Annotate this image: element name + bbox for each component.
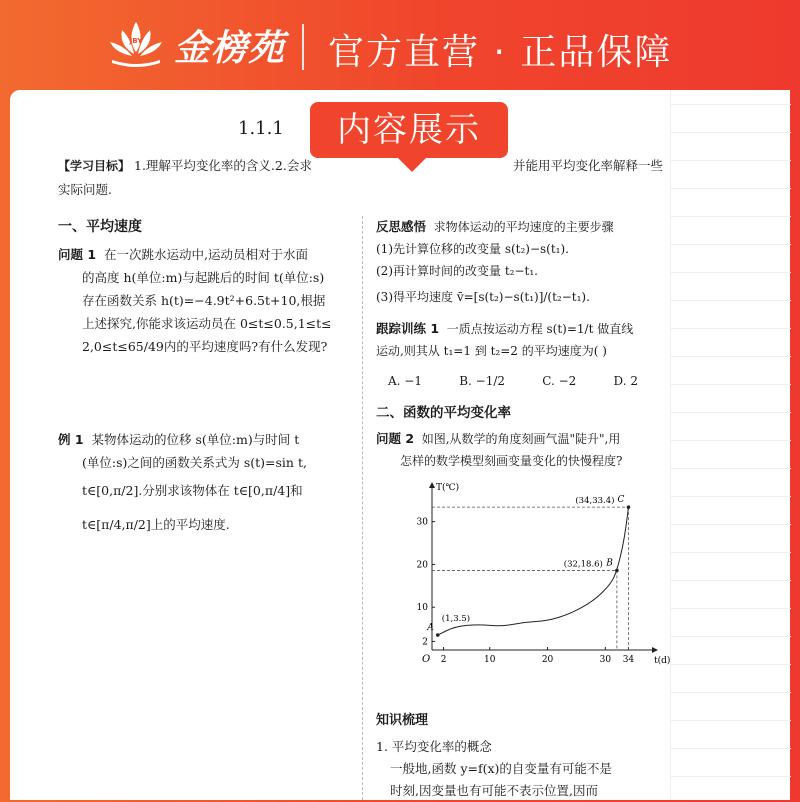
- x-tick-label: 2: [440, 655, 447, 665]
- lotus-logo-icon: [104, 16, 168, 74]
- x-tick-label: 20: [541, 655, 554, 665]
- choice-d: D. 2: [613, 374, 638, 388]
- temperature-chart: [404, 482, 671, 672]
- choice-b: B. −1/2: [459, 374, 506, 388]
- example-1-line: 某物体运动的位移 s(单位:m)与时间 t: [91, 432, 300, 447]
- question-1-line: 在一次跳水运动中,运动员相对于水面: [104, 247, 308, 262]
- banner-slogan: 官方直营 · 正品保障: [328, 32, 673, 73]
- question-2-label: 问题 2: [376, 431, 415, 446]
- point-name: B: [606, 558, 613, 569]
- origin-label: O: [422, 654, 431, 665]
- left-column: [58, 216, 358, 542]
- objectives-text: 1.理解平均变化率的含义.2.会求: [134, 158, 312, 173]
- y-axis-arrow: [429, 482, 435, 488]
- choice-c: C. −2: [542, 374, 577, 388]
- section-number: 1.1.1: [238, 118, 284, 139]
- example-1-line: (单位:s)之间的函数关系式为 s(t)=sin t,: [82, 455, 307, 470]
- point-a: [436, 633, 440, 637]
- example-1-label: 例 1: [58, 432, 84, 447]
- practice-1-line: 一质点按运动方程 s(t)=1/t 做直线: [446, 322, 634, 336]
- heading-average-speed: 一、平均速度: [58, 219, 142, 235]
- point-coord-label: (1,3.5): [441, 614, 471, 625]
- practice-1-line: 运动,则其从 t₁=1 到 t₂=2 的平均速度为( ): [376, 344, 607, 358]
- objectives-tail: 并能用平均变化率解释一些: [513, 158, 664, 173]
- page-margin-strip: [670, 90, 790, 800]
- question-1-line: 存在函数关系 h(t)=−4.9t²+6.5t+10,根据: [82, 293, 326, 308]
- heading-average-rate: 二、函数的平均变化率: [376, 405, 511, 421]
- content-preview-callout: 内容展示: [310, 102, 508, 158]
- knowledge-line: 一般地,函数 y=f(x)的自变量有可能不是: [390, 761, 612, 776]
- reflection-label: 反思感悟: [376, 219, 427, 234]
- column-divider: [362, 216, 363, 800]
- question-1-label: 问题 1: [58, 247, 97, 262]
- reflection-step: (2)再计算时间的改变量 t₂−t₁.: [376, 264, 538, 278]
- reflection-step: (1)先计算位移的改变量 s(t₂)−s(t₁).: [376, 242, 569, 256]
- reflection-step: (3)得平均速度 v̄=[s(t₂)−s(t₁)]/(t₂−t₁).: [376, 290, 590, 304]
- knowledge-summary: [376, 710, 676, 802]
- brand-logo-text: 金榜苑: [174, 28, 286, 69]
- x-tick-label: 34: [622, 655, 635, 665]
- learning-objectives: [58, 154, 678, 201]
- top-banner: [0, 0, 800, 90]
- knowledge-heading: 知识梳理: [376, 713, 429, 728]
- question-2-line: 如图,从数学的角度刻画气温"陡升",用: [421, 432, 621, 446]
- y-tick-label: 30: [416, 517, 428, 528]
- example-1-line: t∈[0,π/2].分别求该物体在 t∈[0,π/4]和: [82, 483, 303, 498]
- question-1-line: 上述探究,你能求该运动员在 0≤t≤0.5,1≤t≤: [82, 316, 332, 331]
- y-tick-label: 10: [416, 603, 428, 614]
- choice-a: A. −1: [388, 374, 422, 388]
- x-axis-arrow: [652, 647, 658, 653]
- question-1: [58, 243, 358, 266]
- practice-1-label: 跟踪训练 1: [376, 321, 440, 336]
- question-2: [376, 428, 676, 450]
- y-tick-label: 20: [416, 560, 428, 571]
- practice-1: [376, 318, 676, 340]
- point-b: [615, 569, 619, 573]
- point-c: [627, 505, 631, 509]
- banner-divider: [302, 24, 304, 70]
- point-coord-label: (32,18.6): [563, 559, 603, 570]
- answer-choices: [388, 370, 638, 392]
- right-column: [376, 216, 676, 472]
- x-tick-label: 30: [599, 655, 612, 665]
- knowledge-item-1: 1. 平均变化率的概念: [376, 739, 492, 754]
- example-1: [58, 428, 358, 451]
- x-tick-label: 10: [484, 655, 496, 665]
- book-page: [10, 90, 790, 800]
- question-1-line: 的高度 h(单位:m)与起跳后的时间 t(单位:s): [82, 270, 325, 285]
- objectives-label: 【学习目标】: [58, 159, 131, 173]
- question-1-line: 2,0≤t≤65/49内的平均速度吗?有什么发现?: [82, 339, 328, 354]
- logo-mark-text: JBY: [129, 37, 143, 45]
- x-axis-label: t(d): [654, 656, 671, 666]
- point-name: A: [427, 623, 434, 634]
- y-tick-label: 2: [422, 637, 428, 648]
- objectives-line2: 实际问题.: [58, 182, 112, 197]
- y-axis-label: T(℃): [436, 483, 460, 493]
- knowledge-line: 时刻,因变量也有可能不表示位置,因而: [390, 783, 598, 798]
- question-2-line: 怎样的数学模型刻画变量变化的快慢程度?: [400, 454, 623, 468]
- reflection-title: 求物体运动的平均速度的主要步骤: [433, 220, 614, 234]
- point-coord-label: (34,33.4): [575, 496, 615, 507]
- point-name: C: [617, 495, 625, 506]
- example-1-line: t∈[π/4,π/2]上的平均速度.: [82, 517, 230, 532]
- reflection-block: [376, 216, 676, 238]
